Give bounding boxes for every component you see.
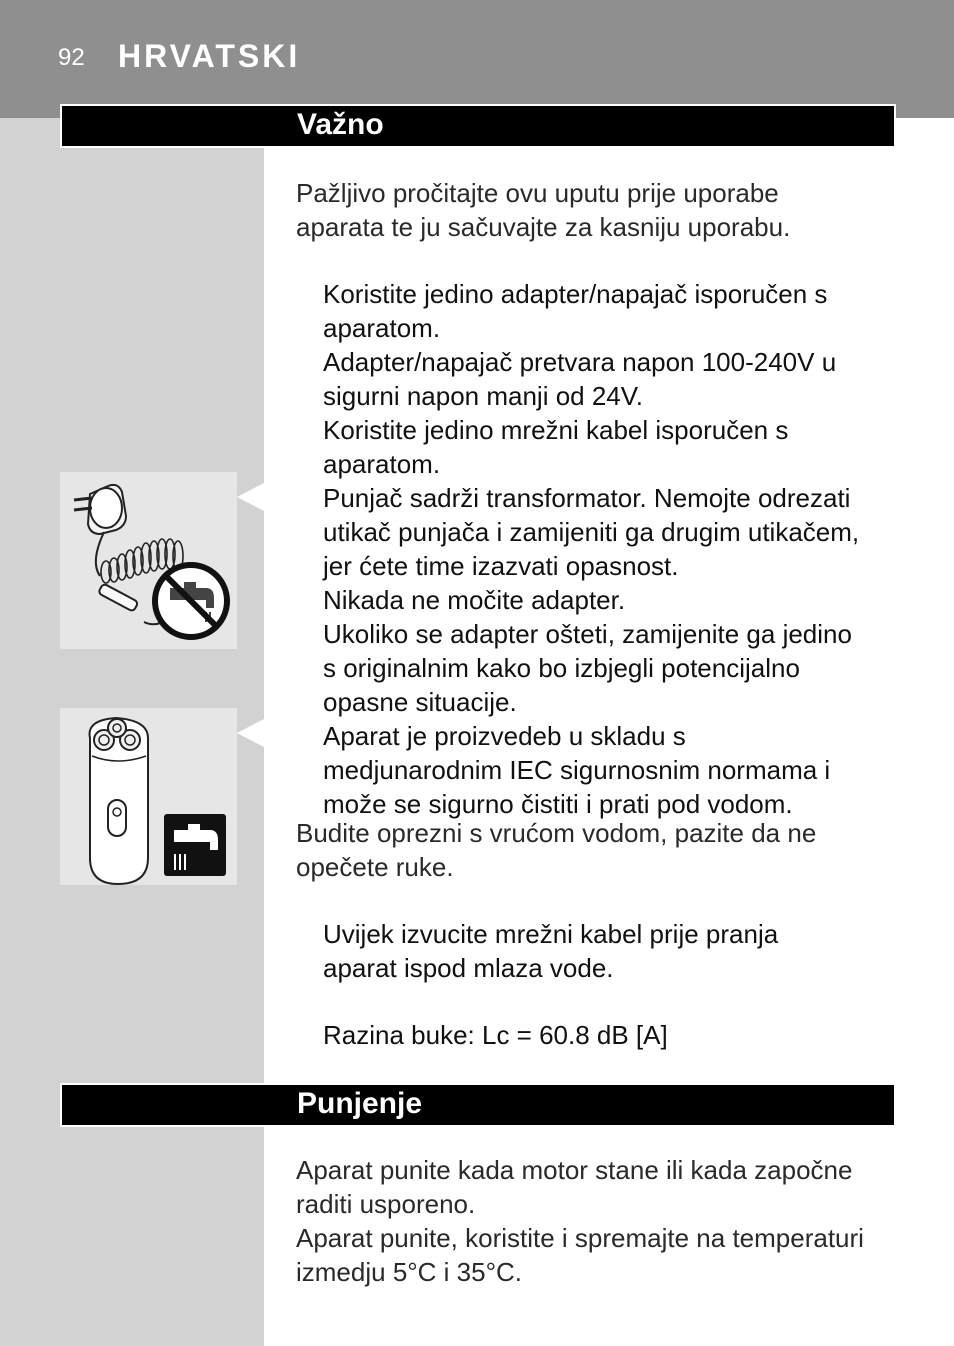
figure-pointer [237,719,264,747]
page-number: 92 [58,44,85,71]
section-bar-punjenje [60,1083,896,1127]
bullet-line: Koristite jedino adapter/napajač isporučen s [323,279,828,309]
bullet-line: medjunarodnim IEC sigurnosnim normama i [323,755,831,785]
section-title-vazno: Važno [297,108,384,141]
figure-pointer [237,483,264,511]
adapter-no-water-icon [60,472,237,649]
bullet-line: utikač punjača i zamijeniti ga drugim utikačem, [323,517,860,547]
bullet-line: aparat ispod mlaza vode. [323,953,614,983]
bullet-line: opasne situacije. [323,687,517,717]
shaver-tap-water-icon [60,708,237,885]
bullet-line: Adapter/napajač pretvara napon 100-240V u [323,347,837,377]
bullet-line: sigurni napon manji od 24V. [323,381,643,411]
text-line: Pažljivo pročitajte ovu uputu prije uporabe [296,178,779,208]
bullet-line: može se sigurno čistiti i prati pod vodom. [323,789,793,819]
bullet-line: Ukoliko se adapter ošteti, zamijenite ga jedino [323,619,852,649]
bullet-line: Nikada ne močite adapter. [323,585,626,615]
safety-bullets [323,277,923,821]
text-line: Aparat punite kada motor stane ili kada započne [296,1155,853,1185]
bullet-line: Aparat je proizvedeb u skladu s [323,721,686,751]
text-line: Budite oprezni s vrućom vodom, pazite da ne [296,818,817,848]
intro-paragraph [296,176,916,244]
bullet-line: Koristite jedino mrežni kabel isporučen s [323,415,789,445]
unplug-instruction [323,917,923,985]
bullet-line: jer ćete time izazvati opasnost. [323,551,679,581]
text-line: aparata te ju sačuvajte za kasniju uporabu. [296,212,791,242]
bullet-line: s originalnim kako bo izbjegli potencijalno [323,653,800,683]
section-title-punjenje: Punjenje [297,1087,423,1120]
bullet-line: aparatom. [323,449,441,479]
noise-line: Razina buke: Lc = 60.8 dB [A] [323,1020,668,1050]
text-line: Aparat punite, koristite i spremajte na temperaturi [296,1223,864,1253]
bullet-line: Uvijek izvucite mrežni kabel prije pranja [323,919,779,949]
bullet-line: aparatom. [323,313,441,343]
caution-paragraph [296,816,916,884]
text-line: izmedju 5°C i 35°C. [296,1257,522,1287]
charging-paragraph [296,1153,936,1289]
text-line: raditi usporeno. [296,1189,476,1219]
bullet-line: Punjač sadrži transformator. Nemojte odrezati [323,483,851,513]
adapter-figure [60,472,237,649]
section-bar-vazno [60,104,896,148]
text-line: opečete ruke. [296,852,454,882]
language-heading: HRVATSKI [118,38,301,74]
shaver-figure [60,708,237,885]
noise-level [323,1018,923,1052]
